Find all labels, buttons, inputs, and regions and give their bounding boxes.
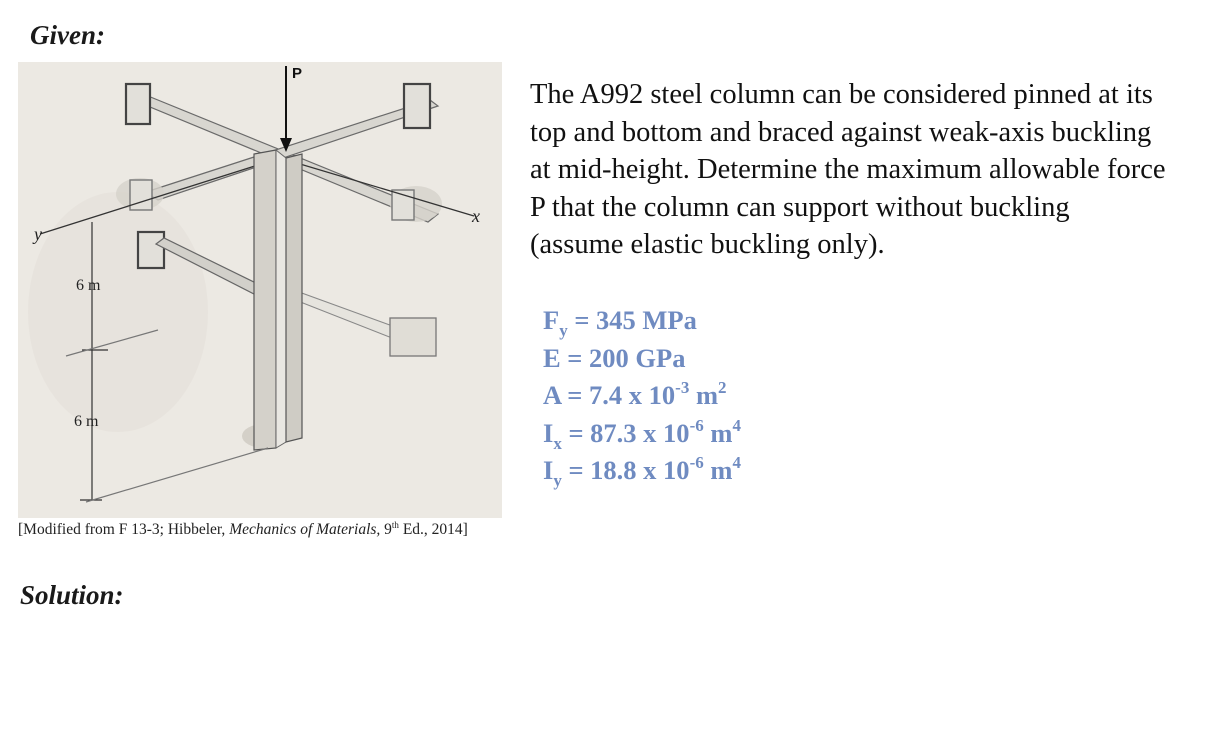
iy-subscript: y xyxy=(553,471,562,490)
problem-line: (assume elastic buckling only). xyxy=(530,229,885,260)
fy-subscript: y xyxy=(559,321,568,340)
ix-symbol: I xyxy=(543,417,554,448)
y-axis-label: y xyxy=(34,224,42,244)
iy-unit: m xyxy=(703,455,733,485)
support-plate-top-right xyxy=(404,84,430,128)
column-figure xyxy=(18,62,502,518)
area-unit: m xyxy=(689,380,719,410)
ix-row xyxy=(543,415,741,453)
modulus-row: E = 200 GPa xyxy=(543,342,686,373)
iy-value: = 18.8 x 10 xyxy=(561,455,690,485)
x-axis-label: x xyxy=(472,206,480,226)
problem-line: at mid-height. Determine the maximum allowable force xyxy=(530,154,1166,185)
area-exponent: -3 xyxy=(675,378,690,397)
ix-value: = 87.3 x 10 xyxy=(561,417,690,448)
problem-line: top and bottom and braced against weak-axis buckling xyxy=(530,116,1152,148)
caption-prefix: [Modified from F 13-3; Hibbeler, xyxy=(18,521,230,538)
support-plate-mid-left xyxy=(116,178,164,210)
caption-edition-number: 9 xyxy=(380,521,392,538)
problem-line: The A992 steel column can be considered pinned at its xyxy=(530,79,1153,110)
area-row xyxy=(543,377,741,415)
iy-symbol: I xyxy=(543,455,554,485)
iy-exponent: -6 xyxy=(689,453,704,472)
ix-unit-exponent: 4 xyxy=(732,415,741,435)
problem-line: P that the column can support without buckling xyxy=(530,191,1070,223)
dimension-top-label: 6 m xyxy=(76,277,101,294)
fy-value: = 345 MPa xyxy=(567,305,697,335)
load-label: P xyxy=(292,65,303,82)
fy-symbol: F xyxy=(543,305,560,335)
yield-stress-row xyxy=(543,302,741,340)
caption-book-title: Mechanics of Materials, xyxy=(229,521,381,538)
given-values xyxy=(543,302,741,490)
dimension-bottom-label: 6 m xyxy=(74,413,99,430)
problem-statement xyxy=(530,76,1220,264)
area-value: A = 7.4 x 10 xyxy=(543,380,676,410)
ix-unit: m xyxy=(703,417,733,448)
figure-caption xyxy=(18,521,508,539)
iy-unit-exponent: 4 xyxy=(732,453,741,472)
given-heading: Given: xyxy=(30,20,105,50)
caption-suffix: Ed., 2014] xyxy=(398,521,468,538)
area-unit-exponent: 2 xyxy=(718,378,727,397)
iy-row xyxy=(543,452,741,490)
support-plate-top-left xyxy=(126,84,150,124)
ix-exponent: -6 xyxy=(689,415,704,435)
ix-subscript: x xyxy=(553,433,562,453)
solution-heading: Solution: xyxy=(20,580,124,610)
caption-edition-superscript: th xyxy=(391,519,399,530)
